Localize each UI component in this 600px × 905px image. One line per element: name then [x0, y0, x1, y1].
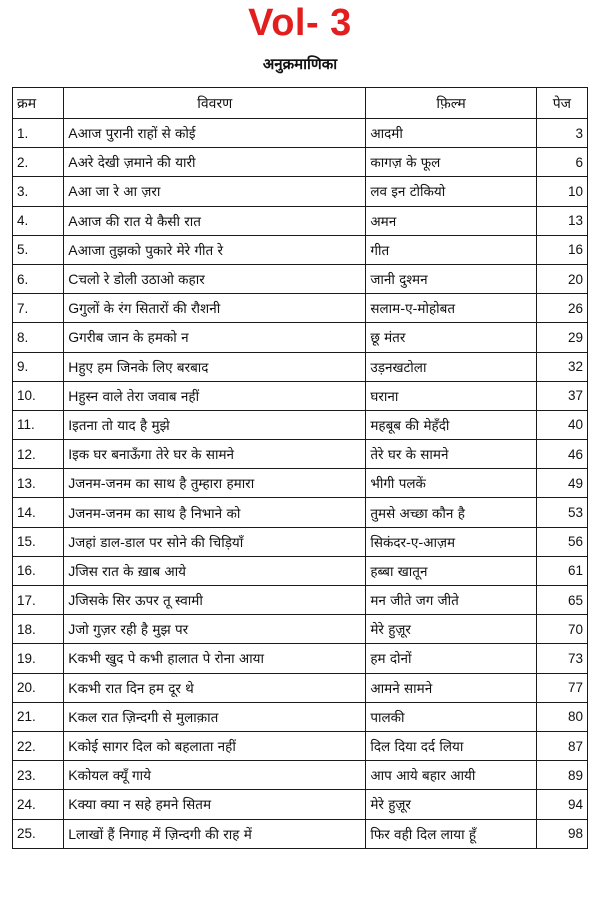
- row-page: 94: [536, 790, 587, 819]
- table-row: [13, 731, 588, 760]
- row-page: 49: [536, 469, 587, 498]
- row-serial: 2.: [13, 148, 64, 177]
- row-serial: 5.: [13, 235, 64, 264]
- row-index-letter: G: [68, 300, 80, 317]
- row-serial: 17.: [13, 586, 64, 615]
- row-page: 40: [536, 410, 587, 439]
- volume-title: Vol- 3: [248, 2, 352, 44]
- row-song-title: हुए हम जिनके लिए बरबाद: [78, 359, 209, 376]
- row-song-title: कल रात ज़िन्दगी से मुलाक़ात: [77, 709, 219, 726]
- row-film: मेरे हुज़ूर: [366, 615, 536, 644]
- row-song-title: कोयल क्यूँ गाये: [77, 768, 151, 785]
- row-page: 13: [536, 206, 587, 235]
- row-description: [64, 586, 366, 615]
- table-row: [13, 323, 588, 352]
- table-row: [13, 527, 588, 556]
- row-page: 98: [536, 819, 587, 848]
- row-film: मन जीते जग जीते: [366, 586, 536, 615]
- row-serial: 12.: [13, 440, 64, 469]
- row-serial: 22.: [13, 731, 64, 760]
- index-table: [12, 87, 588, 849]
- row-description: [64, 673, 366, 702]
- row-description: [64, 702, 366, 731]
- row-serial: 10.: [13, 381, 64, 410]
- row-serial: 24.: [13, 790, 64, 819]
- row-index-letter: H: [68, 358, 79, 375]
- row-index-letter: I: [68, 446, 73, 463]
- row-film: छू मंतर: [366, 323, 536, 352]
- row-description: [64, 235, 366, 264]
- row-song-title: अरे देखी ज़माने की यारी: [77, 155, 196, 172]
- table-row: [13, 790, 588, 819]
- row-index-letter: L: [68, 825, 77, 842]
- row-song-title: चलो रे डोली उठाओ कहार: [78, 272, 205, 289]
- row-page: 61: [536, 556, 587, 585]
- table-row: [13, 702, 588, 731]
- table-row: [13, 615, 588, 644]
- row-description: [64, 148, 366, 177]
- row-index-letter: K: [68, 738, 78, 755]
- row-index-letter: J: [68, 621, 76, 638]
- row-description: [64, 644, 366, 673]
- row-song-title: जो गुज़र रही है मुझ पर: [75, 622, 189, 639]
- table-row: [13, 177, 588, 206]
- table-header-row: [13, 88, 588, 119]
- row-serial: 19.: [13, 644, 64, 673]
- row-serial: 6.: [13, 264, 64, 293]
- row-song-title: आज पुरानी राहों से कोई: [77, 126, 196, 143]
- table-row: [13, 819, 588, 848]
- row-index-letter: K: [68, 650, 78, 667]
- row-page: 89: [536, 761, 587, 790]
- row-film: सिकंदर-ए-आज़म: [366, 527, 536, 556]
- row-film: सलाम-ए-मोहोबत: [366, 294, 536, 323]
- row-song-title: कभी रात दिन हम दूर थे: [77, 680, 194, 697]
- row-page: 26: [536, 294, 587, 323]
- row-description: [64, 731, 366, 760]
- row-description: [64, 498, 366, 527]
- row-song-title: जहां डाल-डाल पर सोने की चिड़ियाँ: [75, 534, 244, 551]
- table-row: [13, 469, 588, 498]
- row-index-letter: C: [68, 271, 79, 288]
- row-page: 16: [536, 235, 587, 264]
- row-serial: 13.: [13, 469, 64, 498]
- row-description: [64, 556, 366, 585]
- table-row: [13, 119, 588, 148]
- row-page: 29: [536, 323, 587, 352]
- row-description: [64, 761, 366, 790]
- row-page: 20: [536, 264, 587, 293]
- row-song-title: गुलों के रंग सितारों की रौशनी: [79, 301, 221, 318]
- row-serial: 25.: [13, 819, 64, 848]
- row-song-title: गरीब जान के हमको न: [79, 330, 189, 347]
- row-serial: 20.: [13, 673, 64, 702]
- row-index-letter: J: [68, 475, 76, 492]
- table-row: [13, 381, 588, 410]
- row-description: [64, 352, 366, 381]
- row-serial: 18.: [13, 615, 64, 644]
- row-film: दिल दिया दर्द लिया: [366, 731, 536, 760]
- row-film: गीत: [366, 235, 536, 264]
- row-index-letter: K: [68, 767, 78, 784]
- header-film: फ़िल्म: [366, 88, 536, 119]
- row-page: 70: [536, 615, 587, 644]
- row-serial: 15.: [13, 527, 64, 556]
- table-row: [13, 148, 588, 177]
- row-page: 87: [536, 731, 587, 760]
- row-film: घराना: [366, 381, 536, 410]
- row-film: मेरे हुज़ूर: [366, 790, 536, 819]
- row-description: [64, 469, 366, 498]
- table-body: [13, 119, 588, 849]
- row-serial: 7.: [13, 294, 64, 323]
- table-row: [13, 761, 588, 790]
- row-film: तेरे घर के सामने: [366, 440, 536, 469]
- row-serial: 9.: [13, 352, 64, 381]
- header-serial: क्रम: [13, 88, 64, 119]
- row-description: [64, 615, 366, 644]
- row-serial: 3.: [13, 177, 64, 206]
- row-film: जानी दुश्मन: [366, 264, 536, 293]
- row-song-title: आज की रात ये कैसी रात: [77, 213, 201, 230]
- row-serial: 21.: [13, 702, 64, 731]
- table-row: [13, 352, 588, 381]
- row-description: [64, 264, 366, 293]
- row-serial: 23.: [13, 761, 64, 790]
- row-page: 3: [536, 119, 587, 148]
- row-song-title: क्या क्या न सहे हमने सितम: [77, 797, 212, 814]
- table-row: [13, 294, 588, 323]
- row-film: महबूब की मेहँदी: [366, 410, 536, 439]
- row-index-letter: K: [68, 679, 78, 696]
- row-page: 53: [536, 498, 587, 527]
- row-description: [64, 440, 366, 469]
- row-page: 56: [536, 527, 587, 556]
- row-index-letter: A: [68, 125, 78, 142]
- header-description: विवरण: [64, 88, 366, 119]
- row-song-title: जनम-जनम का साथ है तुम्हारा हमारा: [75, 476, 255, 493]
- row-index-letter: A: [68, 241, 78, 258]
- row-index-letter: J: [68, 562, 76, 579]
- row-description: [64, 410, 366, 439]
- row-film: हब्बा खातून: [366, 556, 536, 585]
- row-index-letter: A: [68, 154, 78, 171]
- table-row: [13, 206, 588, 235]
- header-page: पेज: [536, 88, 587, 119]
- row-serial: 14.: [13, 498, 64, 527]
- table-row: [13, 264, 588, 293]
- table-row: [13, 235, 588, 264]
- row-page: 37: [536, 381, 587, 410]
- row-page: 32: [536, 352, 587, 381]
- row-page: 73: [536, 644, 587, 673]
- row-film: आप आये बहार आयी: [366, 761, 536, 790]
- row-index-letter: G: [68, 329, 80, 346]
- row-index-letter: H: [68, 387, 79, 404]
- row-index-letter: J: [68, 592, 76, 609]
- row-film: आदमी: [366, 119, 536, 148]
- row-song-title: कभी खुद पे कभी हालात पे रोना आया: [77, 651, 264, 668]
- row-film: पालकी: [366, 702, 536, 731]
- row-song-title: लाखों हैं निगाह में ज़िन्दगी की राह में: [76, 826, 252, 843]
- row-song-title: जनम-जनम का साथ है निभाने को: [75, 505, 241, 522]
- row-index-letter: K: [68, 708, 78, 725]
- row-serial: 8.: [13, 323, 64, 352]
- row-page: 77: [536, 673, 587, 702]
- row-description: [64, 294, 366, 323]
- row-index-letter: K: [68, 796, 78, 813]
- row-description: [64, 527, 366, 556]
- row-serial: 11.: [13, 410, 64, 439]
- row-index-letter: J: [68, 533, 76, 550]
- table-row: [13, 440, 588, 469]
- row-index-letter: J: [68, 504, 76, 521]
- row-song-title: कोई सागर दिल को बहलाता नहीं: [77, 739, 236, 756]
- row-film: लव इन टोकियो: [366, 177, 536, 206]
- table-row: [13, 498, 588, 527]
- row-film: हम दोनों: [366, 644, 536, 673]
- row-film: तुमसे अच्छा कौन है: [366, 498, 536, 527]
- index-heading: अनुक्रमाणिका: [262, 55, 338, 73]
- row-film: आमने सामने: [366, 673, 536, 702]
- table-row: [13, 410, 588, 439]
- row-film: कागज़ के फूल: [366, 148, 536, 177]
- row-serial: 4.: [13, 206, 64, 235]
- row-description: [64, 119, 366, 148]
- row-page: 46: [536, 440, 587, 469]
- row-description: [64, 206, 366, 235]
- row-description: [64, 177, 366, 206]
- row-page: 65: [536, 586, 587, 615]
- row-index-letter: I: [68, 416, 73, 433]
- row-page: 80: [536, 702, 587, 731]
- table-row: [13, 673, 588, 702]
- row-page: 10: [536, 177, 587, 206]
- row-serial: 1.: [13, 119, 64, 148]
- row-song-title: जिस रात के ख़ाब आये: [75, 563, 186, 580]
- row-serial: 16.: [13, 556, 64, 585]
- row-film: अमन: [366, 206, 536, 235]
- row-song-title: आ जा रे आ ज़रा: [77, 184, 161, 201]
- row-description: [64, 323, 366, 352]
- row-page: 6: [536, 148, 587, 177]
- row-song-title: जिसके सिर ऊपर तू स्वामी: [75, 593, 203, 610]
- table-row: [13, 586, 588, 615]
- table-row: [13, 556, 588, 585]
- row-song-title: इक घर बनाऊँगा तेरे घर के सामने: [72, 447, 235, 464]
- row-description: [64, 790, 366, 819]
- row-film: फिर वही दिल लाया हूँ: [366, 819, 536, 848]
- row-song-title: इतना तो याद है मुझे: [72, 417, 170, 434]
- row-description: [64, 381, 366, 410]
- table-row: [13, 644, 588, 673]
- row-index-letter: A: [68, 183, 78, 200]
- row-film: भीगी पलकें: [366, 469, 536, 498]
- row-description: [64, 819, 366, 848]
- row-song-title: हुस्न वाले तेरा जवाब नहीं: [78, 388, 200, 405]
- row-index-letter: A: [68, 212, 78, 229]
- row-film: उड़नखटोला: [366, 352, 536, 381]
- row-song-title: आजा तुझको पुकारे मेरे गीत रे: [77, 242, 224, 259]
